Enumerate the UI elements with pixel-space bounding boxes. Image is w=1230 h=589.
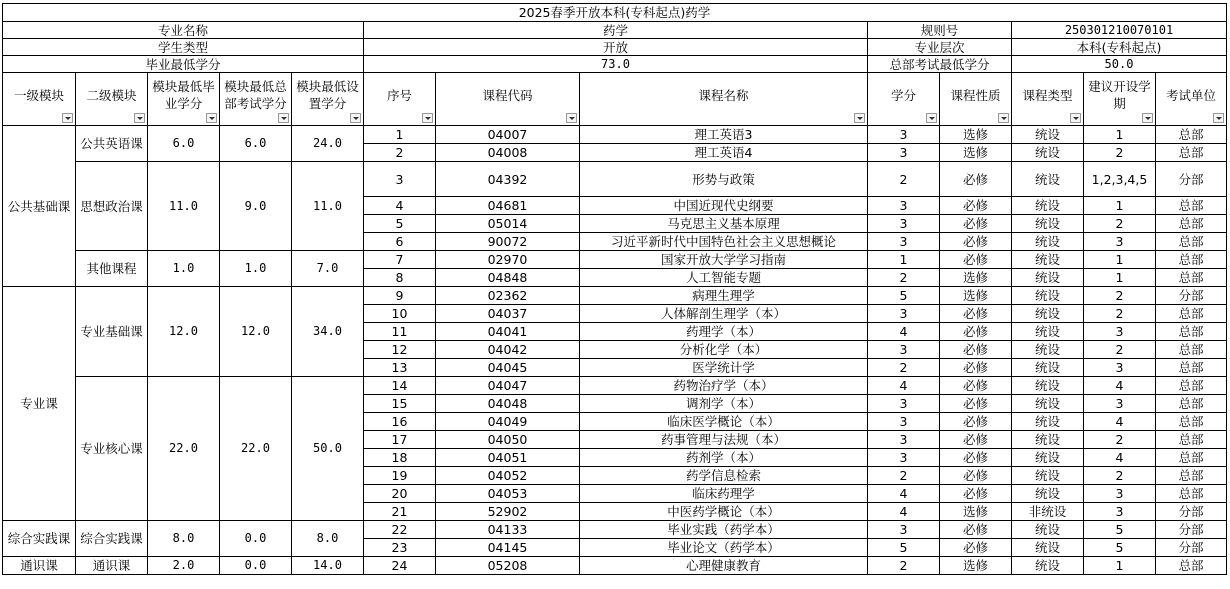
header-l2[interactable]: 二级模块 <box>76 73 148 126</box>
module-min-set-cell: 50.0 <box>292 377 364 521</box>
module-min-grad-cell: 22.0 <box>148 377 220 521</box>
course-name-cell: 国家开放大学学习指南 <box>580 251 868 269</box>
course-nature-cell: 必修 <box>940 485 1012 503</box>
module-l1-cell: 公共基础课 <box>3 126 76 287</box>
course-credit-cell: 5 <box>868 539 940 557</box>
course-credit-cell: 3 <box>868 126 940 144</box>
course-code-cell: 05208 <box>436 557 580 575</box>
module-min-hq-cell: 22.0 <box>220 377 292 521</box>
course-code-cell: 04848 <box>436 269 580 287</box>
course-exam-cell: 总部 <box>1156 305 1227 323</box>
course-name-cell: 医学统计学 <box>580 359 868 377</box>
filter-dropdown-icon[interactable] <box>1070 113 1081 123</box>
course-exam-cell: 总部 <box>1156 341 1227 359</box>
course-code-cell: 04047 <box>436 377 580 395</box>
course-exam-cell: 总部 <box>1156 395 1227 413</box>
course-code-cell: 05014 <box>436 215 580 233</box>
module-l2-cell: 综合实践课 <box>76 521 148 557</box>
module-min-set-cell: 8.0 <box>292 521 364 557</box>
major-name-label: 专业名称 <box>3 22 364 39</box>
course-ctype-cell: 统设 <box>1012 485 1084 503</box>
course-nature-cell: 必修 <box>940 305 1012 323</box>
course-seq-cell: 22 <box>364 521 436 539</box>
course-code-cell: 04051 <box>436 449 580 467</box>
course-code-cell: 04052 <box>436 467 580 485</box>
course-ctype-cell: 统设 <box>1012 126 1084 144</box>
module-min-grad-cell: 1.0 <box>148 251 220 287</box>
course-ctype-cell: 统设 <box>1012 467 1084 485</box>
table-row <box>3 251 1227 269</box>
student-type-label: 学生类型 <box>3 39 364 56</box>
course-nature-cell: 必修 <box>940 162 1012 197</box>
module-min-hq-cell: 9.0 <box>220 162 292 251</box>
course-name-cell: 中国近现代史纲要 <box>580 197 868 215</box>
course-name-cell: 药事管理与法规（本） <box>580 431 868 449</box>
filter-dropdown-icon[interactable] <box>926 113 937 123</box>
course-name-cell: 病理生理学 <box>580 287 868 305</box>
course-name-cell: 药理学（本） <box>580 323 868 341</box>
course-exam-cell: 总部 <box>1156 467 1227 485</box>
major-name-value: 药学 <box>364 22 868 39</box>
course-credit-cell: 3 <box>868 521 940 539</box>
course-credit-cell: 4 <box>868 503 940 521</box>
course-code-cell: 04045 <box>436 359 580 377</box>
course-credit-cell: 4 <box>868 323 940 341</box>
course-ctype-cell: 统设 <box>1012 377 1084 395</box>
course-nature-cell: 选修 <box>940 503 1012 521</box>
course-seq-cell: 18 <box>364 449 436 467</box>
course-exam-cell: 总部 <box>1156 359 1227 377</box>
course-term-cell: 2 <box>1084 287 1156 305</box>
course-code-cell: 04392 <box>436 162 580 197</box>
course-code-cell: 04681 <box>436 197 580 215</box>
header-credit[interactable]: 学分 <box>868 73 940 126</box>
course-exam-cell: 总部 <box>1156 557 1227 575</box>
module-l1-cell: 通识课 <box>3 557 76 575</box>
course-code-cell: 04053 <box>436 485 580 503</box>
course-seq-cell: 24 <box>364 557 436 575</box>
course-term-cell: 4 <box>1084 413 1156 431</box>
course-name-cell: 分析化学（本） <box>580 341 868 359</box>
hq-min-credit-value: 50.0 <box>1012 56 1227 73</box>
course-seq-cell: 17 <box>364 431 436 449</box>
filter-dropdown-icon[interactable] <box>350 113 361 123</box>
course-term-cell: 2 <box>1084 341 1156 359</box>
course-nature-cell: 必修 <box>940 431 1012 449</box>
course-seq-cell: 19 <box>364 467 436 485</box>
course-exam-cell: 分部 <box>1156 162 1227 197</box>
course-exam-cell: 总部 <box>1156 485 1227 503</box>
course-exam-cell: 总部 <box>1156 197 1227 215</box>
filter-dropdown-icon[interactable] <box>62 113 73 123</box>
course-name-cell: 习近平新时代中国特色社会主义思想概论 <box>580 233 868 251</box>
course-ctype-cell: 非统设 <box>1012 503 1084 521</box>
course-code-cell: 04042 <box>436 341 580 359</box>
module-l2-cell: 其他课程 <box>76 251 148 287</box>
header-ctype[interactable]: 课程类型 <box>1012 73 1084 126</box>
hq-min-credit-label: 总部考试最低学分 <box>868 56 1012 73</box>
course-credit-cell: 3 <box>868 233 940 251</box>
course-term-cell: 1 <box>1084 197 1156 215</box>
header-min-grad[interactable]: 模块最低毕业学分 <box>148 73 220 126</box>
table-row <box>3 126 1227 144</box>
header-code[interactable]: 课程代码 <box>436 73 580 126</box>
level-label: 专业层次 <box>868 39 1012 56</box>
filter-dropdown-icon[interactable] <box>134 113 145 123</box>
course-name-cell: 人体解剖生理学（本） <box>580 305 868 323</box>
course-seq-cell: 20 <box>364 485 436 503</box>
course-name-cell: 临床医学概论（本） <box>580 413 868 431</box>
module-min-hq-cell: 12.0 <box>220 287 292 377</box>
course-term-cell: 1 <box>1084 251 1156 269</box>
table-row <box>3 162 1227 197</box>
course-seq-cell: 14 <box>364 377 436 395</box>
course-credit-cell: 3 <box>868 215 940 233</box>
course-term-cell: 4 <box>1084 449 1156 467</box>
filter-dropdown-icon[interactable] <box>206 113 217 123</box>
course-code-cell: 04133 <box>436 521 580 539</box>
module-l2-cell: 专业核心课 <box>76 377 148 521</box>
course-term-cell: 1 <box>1084 557 1156 575</box>
course-ctype-cell: 统设 <box>1012 557 1084 575</box>
course-exam-cell: 分部 <box>1156 539 1227 557</box>
course-credit-cell: 3 <box>868 341 940 359</box>
course-exam-cell: 总部 <box>1156 377 1227 395</box>
module-l2-cell: 公共英语课 <box>76 126 148 162</box>
course-code-cell: 52902 <box>436 503 580 521</box>
header-min-set[interactable]: 模块最低设置学分 <box>292 73 364 126</box>
course-name-cell: 临床药理学 <box>580 485 868 503</box>
course-name-cell: 理工英语3 <box>580 126 868 144</box>
course-term-cell: 2 <box>1084 467 1156 485</box>
module-min-grad-cell: 11.0 <box>148 162 220 251</box>
course-code-cell: 04048 <box>436 395 580 413</box>
course-nature-cell: 必修 <box>940 215 1012 233</box>
course-seq-cell: 7 <box>364 251 436 269</box>
min-credit-value: 73.0 <box>364 56 868 73</box>
course-exam-cell: 分部 <box>1156 287 1227 305</box>
course-code-cell: 04049 <box>436 413 580 431</box>
filter-dropdown-icon[interactable] <box>854 113 865 123</box>
course-credit-cell: 2 <box>868 269 940 287</box>
module-l2-cell: 专业基础课 <box>76 287 148 377</box>
module-min-grad-cell: 2.0 <box>148 557 220 575</box>
course-name-cell: 人工智能专题 <box>580 269 868 287</box>
module-min-grad-cell: 8.0 <box>148 521 220 557</box>
course-seq-cell: 2 <box>364 144 436 162</box>
module-l1-cell: 专业课 <box>3 287 76 521</box>
module-min-grad-cell: 6.0 <box>148 126 220 162</box>
course-ctype-cell: 统设 <box>1012 287 1084 305</box>
level-value: 本科(专科起点) <box>1012 39 1227 56</box>
course-exam-cell: 分部 <box>1156 503 1227 521</box>
course-name-cell: 理工英语4 <box>580 144 868 162</box>
course-seq-cell: 23 <box>364 539 436 557</box>
header-min-hq[interactable]: 模块最低总部考试学分 <box>220 73 292 126</box>
filter-dropdown-icon[interactable] <box>566 113 577 123</box>
header-l1[interactable]: 一级模块 <box>3 73 76 126</box>
course-name-cell: 毕业实践（药学本） <box>580 521 868 539</box>
course-seq-cell: 6 <box>364 233 436 251</box>
table-row <box>3 521 1227 539</box>
table-row <box>3 287 1227 305</box>
module-l2-cell: 通识课 <box>76 557 148 575</box>
course-seq-cell: 16 <box>364 413 436 431</box>
course-nature-cell: 必修 <box>940 377 1012 395</box>
module-min-grad-cell: 12.0 <box>148 287 220 377</box>
course-name-cell: 马克思主义基本原理 <box>580 215 868 233</box>
course-term-cell: 2 <box>1084 305 1156 323</box>
course-code-cell: 04037 <box>436 305 580 323</box>
course-term-cell: 2 <box>1084 215 1156 233</box>
course-term-cell: 5 <box>1084 539 1156 557</box>
course-code-cell: 04145 <box>436 539 580 557</box>
filter-dropdown-icon[interactable] <box>1142 113 1153 123</box>
module-min-hq-cell: 6.0 <box>220 126 292 162</box>
module-l1-cell: 综合实践课 <box>3 521 76 557</box>
course-ctype-cell: 统设 <box>1012 539 1084 557</box>
course-nature-cell: 必修 <box>940 359 1012 377</box>
course-term-cell: 1,2,3,4,5 <box>1084 162 1156 197</box>
course-nature-cell: 必修 <box>940 413 1012 431</box>
course-term-cell: 3 <box>1084 359 1156 377</box>
course-code-cell: 02362 <box>436 287 580 305</box>
header-name[interactable]: 课程名称 <box>580 73 868 126</box>
course-credit-cell: 3 <box>868 449 940 467</box>
course-code-cell: 04008 <box>436 144 580 162</box>
course-ctype-cell: 统设 <box>1012 323 1084 341</box>
course-seq-cell: 12 <box>364 341 436 359</box>
course-credit-cell: 5 <box>868 287 940 305</box>
course-credit-cell: 3 <box>868 305 940 323</box>
course-seq-cell: 1 <box>364 126 436 144</box>
course-term-cell: 5 <box>1084 521 1156 539</box>
course-term-cell: 3 <box>1084 323 1156 341</box>
course-credit-cell: 4 <box>868 485 940 503</box>
header-term[interactable]: 建议开设学期 <box>1084 73 1156 126</box>
course-ctype-cell: 统设 <box>1012 305 1084 323</box>
course-credit-cell: 2 <box>868 359 940 377</box>
course-exam-cell: 总部 <box>1156 144 1227 162</box>
table-row <box>3 557 1227 575</box>
page-title: 2025春季开放本科(专科起点)药学 <box>3 4 1227 22</box>
course-ctype-cell: 统设 <box>1012 341 1084 359</box>
course-exam-cell: 分部 <box>1156 521 1227 539</box>
course-ctype-cell: 统设 <box>1012 162 1084 197</box>
course-seq-cell: 11 <box>364 323 436 341</box>
course-seq-cell: 15 <box>364 395 436 413</box>
course-term-cell: 2 <box>1084 431 1156 449</box>
course-nature-cell: 必修 <box>940 341 1012 359</box>
course-name-cell: 药剂学（本） <box>580 449 868 467</box>
course-credit-cell: 3 <box>868 144 940 162</box>
module-min-set-cell: 11.0 <box>292 162 364 251</box>
course-code-cell: 04050 <box>436 431 580 449</box>
course-ctype-cell: 统设 <box>1012 197 1084 215</box>
course-seq-cell: 10 <box>364 305 436 323</box>
course-exam-cell: 总部 <box>1156 215 1227 233</box>
course-exam-cell: 总部 <box>1156 431 1227 449</box>
course-exam-cell: 总部 <box>1156 323 1227 341</box>
course-term-cell: 2 <box>1084 144 1156 162</box>
curriculum-table <box>2 3 1227 575</box>
course-exam-cell: 总部 <box>1156 251 1227 269</box>
course-nature-cell: 必修 <box>940 251 1012 269</box>
rule-no-label: 规则号 <box>868 22 1012 39</box>
course-nature-cell: 必修 <box>940 467 1012 485</box>
course-term-cell: 1 <box>1084 126 1156 144</box>
course-seq-cell: 4 <box>364 197 436 215</box>
course-exam-cell: 总部 <box>1156 413 1227 431</box>
course-seq-cell: 5 <box>364 215 436 233</box>
course-seq-cell: 8 <box>364 269 436 287</box>
course-credit-cell: 1 <box>868 251 940 269</box>
course-code-cell: 04041 <box>436 323 580 341</box>
course-nature-cell: 选修 <box>940 557 1012 575</box>
course-nature-cell: 选修 <box>940 287 1012 305</box>
course-credit-cell: 4 <box>868 377 940 395</box>
course-exam-cell: 总部 <box>1156 126 1227 144</box>
course-nature-cell: 必修 <box>940 449 1012 467</box>
course-credit-cell: 2 <box>868 162 940 197</box>
course-term-cell: 4 <box>1084 377 1156 395</box>
course-code-cell: 90072 <box>436 233 580 251</box>
module-min-hq-cell: 0.0 <box>220 521 292 557</box>
course-name-cell: 中医药学概论（本） <box>580 503 868 521</box>
filter-dropdown-icon[interactable] <box>1213 113 1224 123</box>
course-exam-cell: 总部 <box>1156 449 1227 467</box>
course-credit-cell: 3 <box>868 413 940 431</box>
course-code-cell: 04007 <box>436 126 580 144</box>
course-ctype-cell: 统设 <box>1012 215 1084 233</box>
course-name-cell: 形势与政策 <box>580 162 868 197</box>
module-min-hq-cell: 0.0 <box>220 557 292 575</box>
course-ctype-cell: 统设 <box>1012 521 1084 539</box>
course-nature-cell: 必修 <box>940 521 1012 539</box>
module-l2-cell: 思想政治课 <box>76 162 148 251</box>
course-ctype-cell: 统设 <box>1012 144 1084 162</box>
header-nature[interactable]: 课程性质 <box>940 73 1012 126</box>
course-name-cell: 药物治疗学（本） <box>580 377 868 395</box>
course-name-cell: 毕业论文（药学本） <box>580 539 868 557</box>
table-row <box>3 377 1227 395</box>
course-credit-cell: 2 <box>868 467 940 485</box>
module-min-set-cell: 34.0 <box>292 287 364 377</box>
course-ctype-cell: 统设 <box>1012 431 1084 449</box>
course-ctype-cell: 统设 <box>1012 359 1084 377</box>
course-nature-cell: 必修 <box>940 395 1012 413</box>
module-min-set-cell: 7.0 <box>292 251 364 287</box>
course-ctype-cell: 统设 <box>1012 269 1084 287</box>
course-nature-cell: 选修 <box>940 144 1012 162</box>
min-credit-label: 毕业最低学分 <box>3 56 364 73</box>
student-type-value: 开放 <box>364 39 868 56</box>
course-seq-cell: 13 <box>364 359 436 377</box>
course-term-cell: 3 <box>1084 503 1156 521</box>
course-credit-cell: 3 <box>868 395 940 413</box>
course-exam-cell: 总部 <box>1156 233 1227 251</box>
rule-no-value: 250301210070101 <box>1012 22 1227 39</box>
course-ctype-cell: 统设 <box>1012 413 1084 431</box>
header-exam[interactable]: 考试单位 <box>1156 73 1227 126</box>
course-nature-cell: 选修 <box>940 269 1012 287</box>
course-ctype-cell: 统设 <box>1012 395 1084 413</box>
module-min-hq-cell: 1.0 <box>220 251 292 287</box>
course-code-cell: 02970 <box>436 251 580 269</box>
course-nature-cell: 必修 <box>940 323 1012 341</box>
course-credit-cell: 2 <box>868 557 940 575</box>
course-ctype-cell: 统设 <box>1012 251 1084 269</box>
course-name-cell: 心理健康教育 <box>580 557 868 575</box>
course-term-cell: 3 <box>1084 395 1156 413</box>
course-term-cell: 3 <box>1084 485 1156 503</box>
course-credit-cell: 3 <box>868 431 940 449</box>
filter-dropdown-icon[interactable] <box>998 113 1009 123</box>
course-ctype-cell: 统设 <box>1012 233 1084 251</box>
filter-dropdown-icon[interactable] <box>278 113 289 123</box>
course-term-cell: 1 <box>1084 269 1156 287</box>
module-min-set-cell: 24.0 <box>292 126 364 162</box>
course-nature-cell: 选修 <box>940 126 1012 144</box>
filter-dropdown-icon[interactable] <box>422 113 433 123</box>
header-seq[interactable]: 序号 <box>364 73 436 126</box>
course-ctype-cell: 统设 <box>1012 449 1084 467</box>
course-seq-cell: 3 <box>364 162 436 197</box>
course-nature-cell: 必修 <box>940 539 1012 557</box>
course-exam-cell: 总部 <box>1156 269 1227 287</box>
course-seq-cell: 9 <box>364 287 436 305</box>
course-term-cell: 3 <box>1084 233 1156 251</box>
course-name-cell: 药学信息检索 <box>580 467 868 485</box>
module-min-set-cell: 14.0 <box>292 557 364 575</box>
course-nature-cell: 必修 <box>940 197 1012 215</box>
course-name-cell: 调剂学（本） <box>580 395 868 413</box>
course-seq-cell: 21 <box>364 503 436 521</box>
course-credit-cell: 3 <box>868 197 940 215</box>
course-nature-cell: 必修 <box>940 233 1012 251</box>
